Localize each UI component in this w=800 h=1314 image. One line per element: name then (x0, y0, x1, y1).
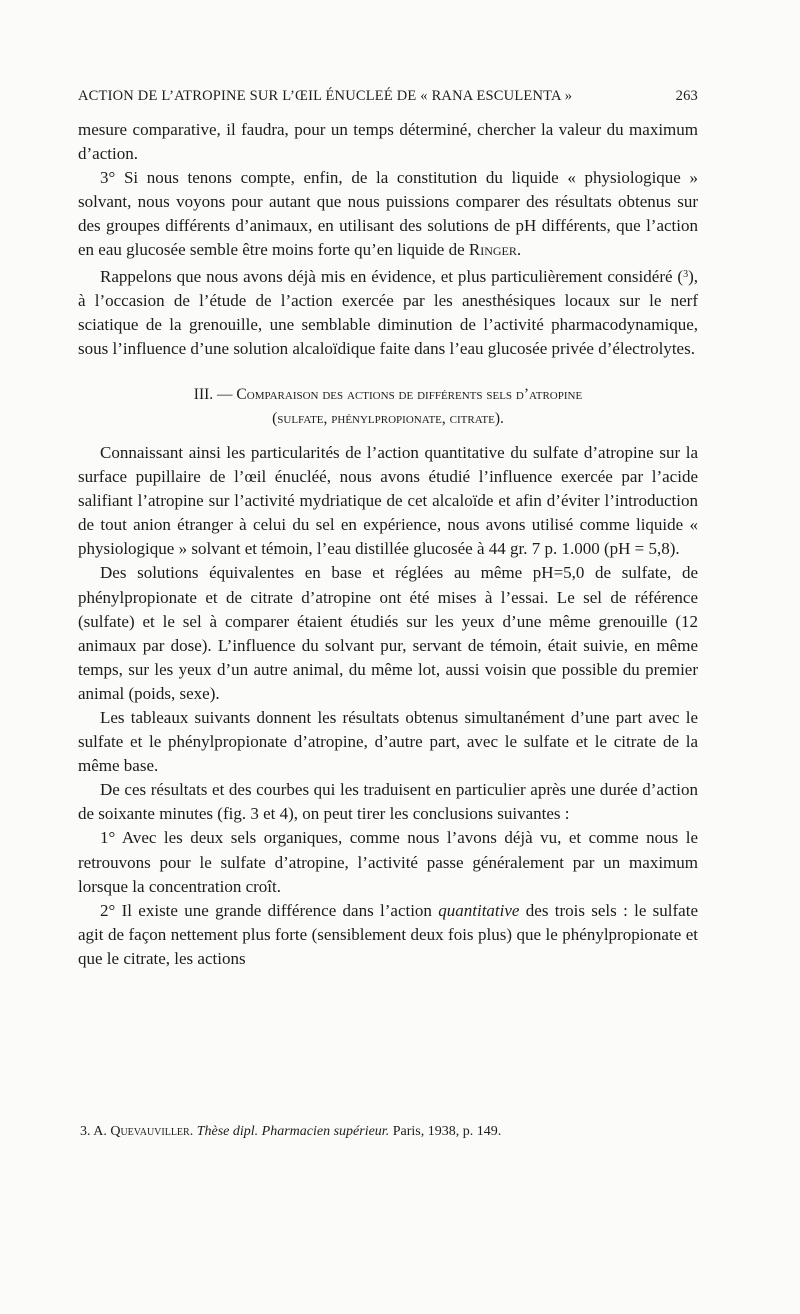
footnote-rest: Paris, 1938, p. 149. (389, 1124, 502, 1139)
footnote-author: Quevauviller (110, 1124, 190, 1139)
footnote-ref: 3 (683, 268, 689, 280)
footnote: 3. A. Quevauviller. Thèse dipl. Pharmacien supérieur. Paris, 1938, p. 149. (80, 1124, 502, 1139)
paragraph-9-end: des trois sels : le sulfate agit de façon nettement plus forte (sensiblement deux fois plus) que le phénylpropionate et que le citrate, les actions (78, 900, 698, 968)
paragraph-1: mesure comparative, il faudra, pour un temps déterminé, chercher la valeur du maximum d’action. (78, 120, 698, 164)
paragraph-6: Les tableaux suivants donnent les résultats obtenus simultanément d’une part avec le sulfate et le phénylpropionate d’atropine, d’autre part, avec le sulfate et le citrate de la même base. (78, 707, 698, 776)
section-title-line-1: Comparaison des actions de différents sels d’atropine (236, 385, 583, 403)
paragraph-5: Des solutions équivalentes en base et réglées au même pH=5,0 de sulfate, de phénylpropionate et de citrate d’atropine ont été mises à l’essai. Le sel de référence (sulfate) et le sel à comparer étaient étudiés sur les yeux d’une même grenouille (12 animaux par dose). L’influence du solvant pur, servant de témoin, était suivie, en même temps, sur les yeux d’un autre animal, du même lot, aussi voisin que possible du premier animal (poids, sexe). (78, 563, 698, 703)
running-header (78, 88, 698, 105)
running-title: ACTION DE L’ATROPINE SUR L’ŒIL ÉNUCLEÉ DE « RANA ESCULENTA » (78, 88, 573, 104)
paragraph-4: Connaissant ainsi les particularités de l’action quantitative du sulfate d’atropine sur la surface pupillaire de l’œil énucléé, nous avons étudié l’influence exercée par l’acide salifiant l’atropine sur l’activité mydriatique de cet alcaloïde et afin d’éviter l’introduction de tout anion étranger à celui du sel en expérience, nous avons utilisé comme liquide « physiologique » solvant et témoin, l’eau distillée glucosée à 44 gr. 7 p. 1.000 (pH = 5,8). (78, 442, 698, 559)
section-title-line-2: (sulfate, phénylpropionate, citrate). (272, 409, 504, 427)
ringer-name: Ringer (468, 240, 517, 260)
footnote-number: 3. A. (80, 1124, 111, 1139)
paragraph-9 (78, 899, 698, 971)
paragraph-7: De ces résultats et des courbes qui les traduisent en particulier après une durée d’action de soixante minutes (fig. 3 et 4), on peut tirer les conclusions suivantes : (78, 780, 698, 824)
section-heading (78, 383, 698, 431)
paragraph-9-text: 2° Il existe une grande différence dans l’action (100, 900, 439, 920)
page-number: 263 (675, 88, 698, 104)
paragraph-3-text: Rappelons que nous avons déjà mis en évidence, et plus particulièrement considéré ( (100, 266, 684, 286)
body-text (78, 118, 698, 971)
quantitative-emphasis: quantitative (438, 900, 520, 920)
footnote-title: Thèse dipl. Pharmacien supérieur. (196, 1124, 390, 1139)
paragraph-3 (78, 263, 698, 361)
paragraph-2-text: 3° Si nous tenons compte, enfin, de la constitution du liquide « physiologique » solvant, nous voyons pour autant que nous puissions comparer des résultats obtenus sur des groupes différents d’animaux, en utilisant des solutions de pH différents, que l’action en eau glucosée semble être moins forte qu’en liquide de (78, 168, 698, 260)
section-number: III. — (193, 385, 237, 403)
paragraph-8: 1° Avec les deux sels organiques, comme nous l’avons déjà vu, et comme nous le retrouvons pour le sulfate d’atropine, l’activité passe généralement par un maximum lorsque la concentration croît. (78, 828, 698, 896)
paragraph-2-end: . (516, 240, 522, 260)
paragraph-2 (78, 166, 698, 262)
paragraph-3-end: ), à l’occasion de l’étude de l’action exercée par les anesthésiques locaux sur le nerf sciatique de la grenouille, une semblable diminution de l’activité pharmacodynamique, sous l’influence d’une solution alcaloïdique faite dans l’eau glucosée privée d’électrolytes. (78, 266, 698, 358)
